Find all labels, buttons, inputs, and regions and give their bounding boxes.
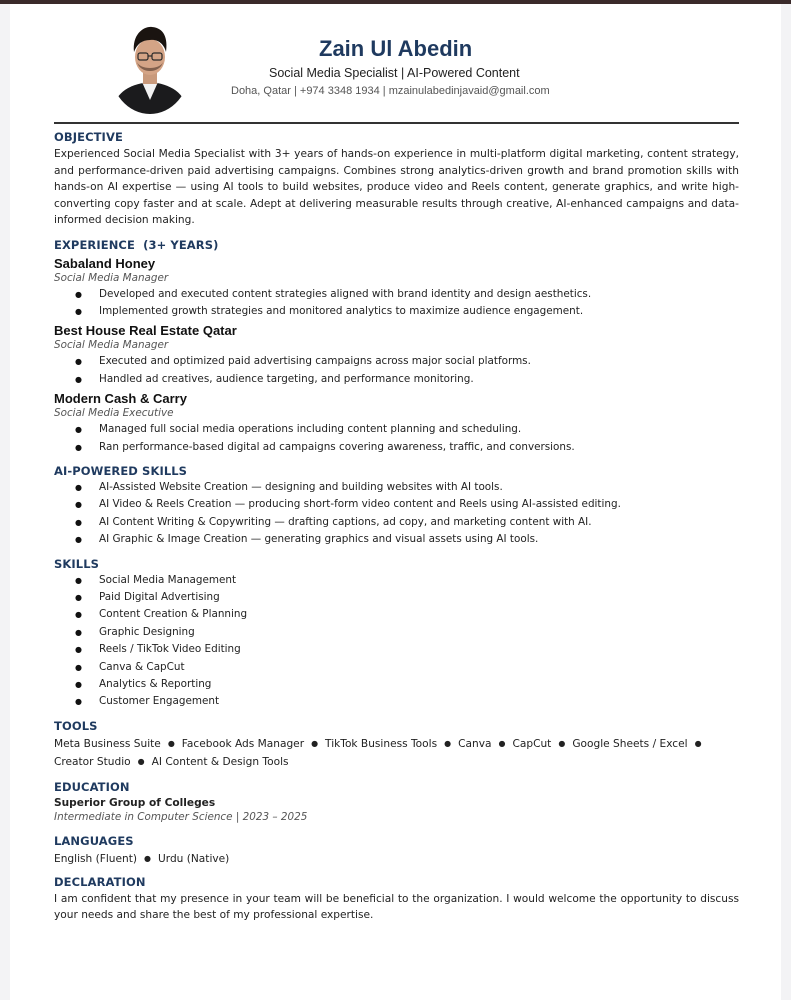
bullet-separator: ● (311, 738, 319, 748)
list-item: ● Reels / TikTok Video Editing (54, 641, 739, 658)
profile-photo-illustration (110, 22, 190, 114)
list-item: ● AI Video & Reels Creation — producing short-form video content and Reels using AI-assisted editing. (54, 496, 739, 513)
tools-list (54, 735, 739, 771)
list-item: ● Ran performance-based digital ad campaigns covering awareness, traffic, and conversions. (54, 439, 739, 456)
list-item: ● AI Content Writing & Copywriting — drafting captions, ad copy, and marketing content with AI. (54, 514, 739, 531)
candidate-name: Zain Ul Abedin (319, 36, 473, 61)
list-item: ● Canva & CapCut (54, 659, 739, 676)
candidate-subtitle: Social Media Specialist | AI-Powered Content (269, 66, 520, 80)
languages-list (54, 850, 739, 868)
resume-page (10, 4, 781, 1000)
ai-skills-heading: AI-POWERED SKILLS (54, 463, 188, 478)
header-divider (54, 122, 739, 124)
tool-item: Meta Business Suite (54, 737, 161, 750)
list-item: ● AI Graphic & Image Creation — generating graphics and visual assets using AI tools. (54, 531, 739, 548)
list-item: ● Implemented growth strategies and monitored analytics to maximize audience engagement. (54, 303, 739, 320)
job-best-house (54, 323, 739, 388)
job-company: Modern Cash & Carry (54, 391, 187, 407)
list-item: ● Executed and optimized paid advertising campaigns across major social platforms. (54, 353, 739, 370)
list-item: ● Paid Digital Advertising (54, 589, 739, 606)
tool-item: CapCut (512, 737, 552, 750)
skills-list (54, 572, 739, 711)
tool-item: TikTok Business Tools (325, 737, 438, 750)
job-bullets (54, 421, 739, 456)
languages-heading: LANGUAGES (54, 833, 134, 848)
language-item: Urdu (Native) (158, 852, 230, 865)
tool-item: Canva (458, 737, 492, 750)
bullet-separator: ● (694, 738, 702, 748)
language-item: English (Fluent) (54, 852, 138, 865)
job-modern-cash (54, 391, 739, 456)
tool-item: Creator Studio (54, 755, 131, 768)
bullet-separator: ● (558, 738, 566, 748)
list-item: ● Content Creation & Planning (54, 606, 739, 623)
job-company: Sabaland Honey (54, 255, 156, 271)
objective-text: Experienced Social Media Specialist with 3+ years of hands-on experience in multi-platform digital marketing, content strategy, and performance-driven paid advertising campaigns. Combines strong analytics-driven growth and brand promotion skills with hands-on AI expertise — using AI tools to build websites, produce video and Reels content, generate graphics, and write high-converting copy faster and at scale. Adept at delivering measurable results through creative, AI-enhanced campaigns and data-informed decision making. (54, 148, 739, 226)
declaration-heading: DECLARATION (54, 874, 146, 889)
profile-photo (110, 22, 190, 114)
job-role: Social Media Executive (54, 407, 174, 420)
bullet-separator: ● (137, 756, 145, 766)
job-bullets (54, 286, 739, 321)
job-role: Social Media Manager (54, 339, 169, 352)
skills-heading: SKILLS (54, 556, 100, 571)
tool-item: Facebook Ads Manager (181, 737, 305, 750)
objective-heading: OBJECTIVE (54, 130, 123, 144)
bullet-separator: ● (498, 738, 506, 748)
bullet-separator: ● (444, 738, 452, 748)
experience-heading: EXPERIENCE (3+ YEARS) (54, 237, 219, 252)
list-item: ● Customer Engagement (54, 693, 739, 710)
job-role: Social Media Manager (54, 271, 169, 284)
list-item: ● Graphic Designing (54, 624, 739, 641)
job-bullets (54, 353, 739, 388)
education-heading: EDUCATION (54, 779, 130, 794)
list-item: ● Developed and executed content strategies aligned with brand identity and design aesthetics. (54, 286, 739, 303)
education-detail: Intermediate in Computer Science | 2023 – 2025 (54, 810, 308, 823)
tools-heading: TOOLS (54, 718, 98, 733)
tool-item: Google Sheets / Excel (572, 737, 688, 750)
declaration-text: I am confident that my presence in your team will be beneficial to the organization. I would welcome the opportunity to discuss your needs and share the best of my professional expertise. (54, 892, 739, 922)
job-company: Best House Real Estate Qatar (54, 323, 237, 339)
list-item: ● Handled ad creatives, audience targeting, and performance monitoring. (54, 371, 739, 388)
list-item: ● Analytics & Reporting (54, 676, 739, 693)
ai-skills-list (54, 479, 739, 549)
bullet-separator: ● (167, 738, 175, 748)
education-school: Superior Group of Colleges (54, 796, 216, 809)
job-sabaland (54, 256, 739, 321)
bullet-separator: ● (144, 853, 152, 863)
tool-item: AI Content & Design Tools (151, 755, 289, 768)
resume-body (54, 130, 739, 924)
list-item: ● Social Media Management (54, 572, 739, 589)
list-item: ● Managed full social media operations including content planning and scheduling. (54, 421, 739, 438)
list-item: ● AI-Assisted Website Creation — designing and building websites with AI tools. (54, 479, 739, 496)
contact-info: Doha, Qatar | +974 3348 1934 | mzainulabedinjavaid@gmail.com (231, 85, 550, 97)
